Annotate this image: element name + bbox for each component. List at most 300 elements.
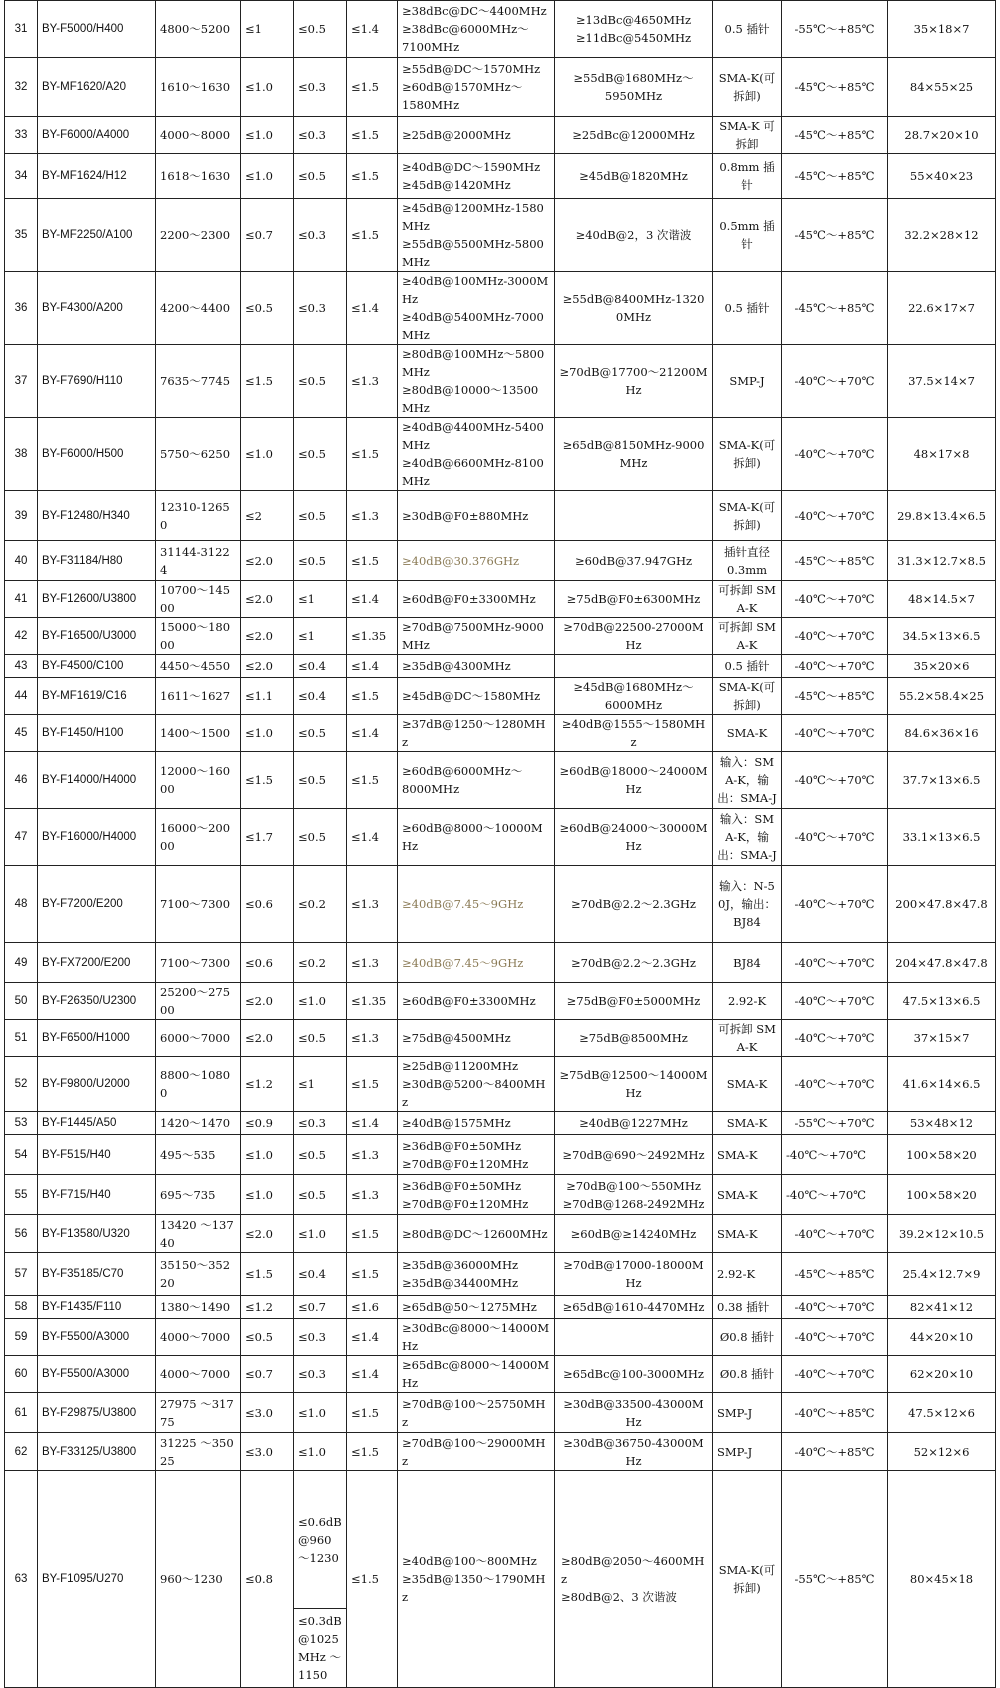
vswr-cell: ≤1.6 bbox=[347, 1296, 398, 1319]
rejection-low-cell bbox=[398, 1319, 555, 1356]
size-cell: 47.5×12×6 bbox=[888, 1393, 996, 1433]
vswr-cell: ≤1.3 bbox=[347, 866, 398, 943]
ripple-cell: ≤0.7 bbox=[294, 1296, 347, 1319]
temperature-cell: -55℃～+85℃ bbox=[782, 1, 888, 58]
vswr-cell: ≤1.3 bbox=[347, 345, 398, 418]
vswr-cell: ≤1.4 bbox=[347, 655, 398, 678]
rejection-line: ≥75dB@F0±5000MHz bbox=[566, 994, 701, 1008]
insertion-loss-cell: ≤1.0 bbox=[241, 1135, 294, 1175]
vswr-cell: ≤1.5 bbox=[347, 1433, 398, 1471]
connector-cell: BJ84 bbox=[713, 943, 782, 983]
connector-cell: 插针直径 0.3mm bbox=[713, 541, 782, 581]
model-cell: BY-F6000/A4000 bbox=[38, 117, 156, 154]
rejection-line: ≥40dB@30.376GHz bbox=[402, 553, 520, 568]
temperature-cell: -40℃～+70℃ bbox=[782, 1135, 888, 1175]
temperature-cell: -40℃～+70℃ bbox=[782, 752, 888, 809]
insertion-loss-cell: ≤1.1 bbox=[241, 678, 294, 715]
model-cell: BY-F1435/F110 bbox=[38, 1296, 156, 1319]
size-cell: 53×48×12 bbox=[888, 1112, 996, 1135]
model-cell: BY-F5500/A3000 bbox=[38, 1319, 156, 1356]
row-number: 61 bbox=[5, 1393, 38, 1433]
rejection-high-cell bbox=[555, 117, 713, 154]
row-number: 48 bbox=[5, 866, 38, 943]
table-row bbox=[5, 866, 996, 943]
frequency-cell: 31225 ～35025 bbox=[156, 1433, 241, 1471]
table-row bbox=[5, 618, 996, 655]
table-row bbox=[5, 1020, 996, 1057]
vswr-cell: ≤1.3 bbox=[347, 1175, 398, 1215]
model-cell: BY-F12480/H340 bbox=[38, 491, 156, 541]
rejection-line: ≥80dB@10000～13500MHz bbox=[402, 383, 539, 415]
size-cell: 37.5×14×7 bbox=[888, 345, 996, 418]
ripple-cell: ≤1 bbox=[294, 618, 347, 655]
table-body bbox=[5, 1, 996, 1688]
model-cell: BY-MF2250/A100 bbox=[38, 199, 156, 272]
rejection-low-cell bbox=[398, 1112, 555, 1135]
rejection-line: ≥40dB@7.45～9GHz bbox=[402, 897, 524, 911]
temperature-cell: -40℃～+70℃ bbox=[782, 809, 888, 866]
frequency-cell: 4000～8000 bbox=[156, 117, 241, 154]
frequency-cell: 31144-31224 bbox=[156, 541, 241, 581]
vswr-cell: ≤1.3 bbox=[347, 1020, 398, 1057]
rejection-low-cell bbox=[398, 491, 555, 541]
temperature-cell: -45℃～+85℃ bbox=[782, 117, 888, 154]
rejection-low-cell bbox=[398, 1215, 555, 1253]
model-cell: BY-F14000/H4000 bbox=[38, 752, 156, 809]
rejection-line: ≥65dB@8150MHz-9000MHz bbox=[562, 438, 705, 470]
connector-cell: 2.92-K bbox=[713, 983, 782, 1020]
table-row bbox=[5, 272, 996, 345]
rejection-line: ≥25dBc@12000MHz bbox=[572, 128, 695, 142]
row-number: 43 bbox=[5, 655, 38, 678]
rejection-low-cell bbox=[398, 866, 555, 943]
rejection-line: ≥60dB@37.947GHz bbox=[574, 553, 693, 568]
rejection-high-cell bbox=[555, 1433, 713, 1471]
table-row bbox=[5, 1215, 996, 1253]
vswr-cell: ≤1.5 bbox=[347, 58, 398, 117]
frequency-cell: 10700～14500 bbox=[156, 581, 241, 618]
rejection-high-cell bbox=[555, 1356, 713, 1393]
ripple-cell: ≤0.5 bbox=[294, 752, 347, 809]
rejection-line: ≥38dBc@DC～4400MHz bbox=[402, 4, 547, 18]
insertion-loss-cell: ≤1.2 bbox=[241, 1057, 294, 1112]
ripple-cell: ≤1 bbox=[294, 581, 347, 618]
rejection-line: ≥60dB@6000MHz～ bbox=[402, 764, 523, 778]
rejection-line: ≥35dB@4300MHz bbox=[402, 659, 511, 673]
temperature-cell: -40℃～+70℃ bbox=[782, 715, 888, 752]
temperature-cell: -40℃～+70℃ bbox=[782, 1175, 888, 1215]
table-row bbox=[5, 1112, 996, 1135]
ripple-cell: ≤0.5 bbox=[294, 715, 347, 752]
temperature-cell: -45℃～+85℃ bbox=[782, 154, 888, 199]
row-number: 40 bbox=[5, 541, 38, 581]
vswr-cell: ≤1.5 bbox=[347, 418, 398, 491]
ripple-cell: ≤0.5 bbox=[294, 491, 347, 541]
rejection-high-cell bbox=[555, 1393, 713, 1433]
connector-cell: SMA-K bbox=[713, 1112, 782, 1135]
insertion-loss-cell: ≤2.0 bbox=[241, 983, 294, 1020]
vswr-cell: ≤1.5 bbox=[347, 678, 398, 715]
size-cell: 28.7×20×10 bbox=[888, 117, 996, 154]
model-cell: BY-F13580/U320 bbox=[38, 1215, 156, 1253]
row-number: 38 bbox=[5, 418, 38, 491]
table-row bbox=[5, 1253, 996, 1296]
rejection-low-cell bbox=[398, 418, 555, 491]
rejection-line: ≥30dB@33500-43000MHz bbox=[563, 1396, 704, 1429]
size-cell: 62×20×10 bbox=[888, 1356, 996, 1393]
model-cell: BY-F16500/U3000 bbox=[38, 618, 156, 655]
insertion-loss-cell: ≤2 bbox=[241, 491, 294, 541]
frequency-cell: 12310-12650 bbox=[156, 491, 241, 541]
rejection-low-cell bbox=[398, 1253, 555, 1296]
rejection-line: ≥36dB@F0±50MHz bbox=[402, 1138, 522, 1153]
rejection-line: ≥40dB@100MHz-3000MHz bbox=[402, 274, 549, 306]
rejection-high-cell bbox=[555, 1253, 713, 1296]
rejection-line: ≥70dB@F0±120MHz bbox=[402, 1196, 529, 1211]
ripple-cell: ≤0.2 bbox=[294, 943, 347, 983]
row-number: 62 bbox=[5, 1433, 38, 1471]
rejection-line: ≥70dB@2.2～2.3GHz bbox=[571, 897, 696, 911]
row-number: 50 bbox=[5, 983, 38, 1020]
rejection-low-cell bbox=[398, 983, 555, 1020]
connector-cell: Ø0.8 插针 bbox=[713, 1356, 782, 1393]
table-row bbox=[5, 491, 996, 541]
rejection-line: ≥70dB@100～29000MHz bbox=[402, 1435, 546, 1468]
vswr-cell: ≤1.5 bbox=[347, 1471, 398, 1688]
rejection-line: ≥35dB@1350～1790MHz bbox=[402, 1572, 546, 1604]
connector-cell: 输入：SMA-K，输出：SMA-J bbox=[713, 752, 782, 809]
rejection-line: ≥70dB@22500-27000MHz bbox=[563, 620, 704, 652]
size-cell: 100×58×20 bbox=[888, 1135, 996, 1175]
connector-cell: 0.5 插针 bbox=[713, 272, 782, 345]
frequency-cell: 2200～2300 bbox=[156, 199, 241, 272]
rejection-high-cell bbox=[555, 581, 713, 618]
rejection-high-cell bbox=[555, 154, 713, 199]
connector-cell: 输入：SMA-K，输出：SMA-J bbox=[713, 809, 782, 866]
insertion-loss-cell: ≤1.0 bbox=[241, 1175, 294, 1215]
vswr-cell: ≤1.4 bbox=[347, 809, 398, 866]
row-number: 41 bbox=[5, 581, 38, 618]
size-cell: 52×12×6 bbox=[888, 1433, 996, 1471]
vswr-cell: ≤1.5 bbox=[347, 117, 398, 154]
rejection-line: ≥35dB@34400MHz bbox=[402, 1276, 519, 1290]
rejection-line: ≥40dB@100～800MHz bbox=[402, 1554, 537, 1568]
rejection-line: 8000MHz bbox=[402, 782, 460, 796]
connector-cell: SMP-J bbox=[713, 345, 782, 418]
frequency-cell: 7100～7300 bbox=[156, 943, 241, 983]
rejection-line: ≥45dB@1200MHz-1580MHz bbox=[402, 201, 544, 233]
rejection-low-cell bbox=[398, 345, 555, 418]
rejection-line: ≥30dB@36750-43000MHz bbox=[563, 1435, 704, 1468]
rejection-high-cell bbox=[555, 1020, 713, 1057]
rejection-high-cell bbox=[555, 418, 713, 491]
row-number: 57 bbox=[5, 1253, 38, 1296]
insertion-loss-cell: ≤2.0 bbox=[241, 541, 294, 581]
vswr-cell: ≤1.3 bbox=[347, 1135, 398, 1175]
rejection-line: ≥55dB@5500MHz-5800MHz bbox=[402, 237, 544, 269]
size-cell: 48×14.5×7 bbox=[888, 581, 996, 618]
table-row bbox=[5, 199, 996, 272]
rejection-line: ≥55dB@8400MHz-13200MHz bbox=[562, 292, 705, 324]
insertion-loss-cell: ≤1.5 bbox=[241, 345, 294, 418]
frequency-cell: 4800～5200 bbox=[156, 1, 241, 58]
size-cell: 29.8×13.4×6.5 bbox=[888, 491, 996, 541]
row-number: 53 bbox=[5, 1112, 38, 1135]
temperature-cell: -40℃～+70℃ bbox=[782, 1319, 888, 1356]
ripple-cell: ≤0.5 bbox=[294, 1, 347, 58]
ripple-cell-a: ≤0.6dB@960～1230 bbox=[294, 1471, 347, 1609]
rejection-low-cell bbox=[398, 1471, 555, 1688]
size-cell: 34.5×13×6.5 bbox=[888, 618, 996, 655]
ripple-cell: ≤0.3 bbox=[294, 117, 347, 154]
frequency-cell: 4450～4550 bbox=[156, 655, 241, 678]
rejection-high-cell bbox=[555, 1057, 713, 1112]
size-cell: 35×20×6 bbox=[888, 655, 996, 678]
rejection-line: ≥60dB@8000～10000MHz bbox=[402, 821, 543, 853]
vswr-cell: ≤1.4 bbox=[347, 1, 398, 58]
insertion-loss-cell: ≤1.0 bbox=[241, 154, 294, 199]
connector-cell: SMA-K(可拆卸) bbox=[713, 418, 782, 491]
connector-cell: SMA-K bbox=[713, 1135, 782, 1175]
model-cell: BY-F5000/H400 bbox=[38, 1, 156, 58]
model-cell: BY-F7690/H110 bbox=[38, 345, 156, 418]
row-number: 52 bbox=[5, 1057, 38, 1112]
ripple-cell: ≤0.5 bbox=[294, 1135, 347, 1175]
connector-cell: 0.38 插针 bbox=[713, 1296, 782, 1319]
table-row bbox=[5, 943, 996, 983]
rejection-high-cell bbox=[555, 1471, 713, 1688]
frequency-cell: 6000～7000 bbox=[156, 1020, 241, 1057]
row-number: 32 bbox=[5, 58, 38, 117]
table-row bbox=[5, 752, 996, 809]
model-cell: BY-F33125/U3800 bbox=[38, 1433, 156, 1471]
temperature-cell: -40℃～+70℃ bbox=[782, 1356, 888, 1393]
vswr-cell: ≤1.5 bbox=[347, 541, 398, 581]
insertion-loss-cell: ≤1.7 bbox=[241, 809, 294, 866]
temperature-cell: -40℃～+70℃ bbox=[782, 1057, 888, 1112]
ripple-cell: ≤1 bbox=[294, 1057, 347, 1112]
frequency-cell: 960～1230 bbox=[156, 1471, 241, 1688]
row-number: 60 bbox=[5, 1356, 38, 1393]
temperature-cell: -40℃～+70℃ bbox=[782, 491, 888, 541]
size-cell: 100×58×20 bbox=[888, 1175, 996, 1215]
rejection-low-cell bbox=[398, 1296, 555, 1319]
row-number: 36 bbox=[5, 272, 38, 345]
rejection-line: ≥60dB@F0±3300MHz bbox=[402, 994, 536, 1008]
ripple-cell: ≤0.3 bbox=[294, 1356, 347, 1393]
rejection-high-cell bbox=[555, 1135, 713, 1175]
model-cell: BY-F715/H40 bbox=[38, 1175, 156, 1215]
temperature-cell: -55℃～+85℃ bbox=[782, 1471, 888, 1688]
rejection-line: ≥65dBc@100-3000MHz bbox=[563, 1367, 704, 1381]
ripple-cell: ≤0.5 bbox=[294, 541, 347, 581]
connector-cell: 2.92-K bbox=[713, 1253, 782, 1296]
rejection-low-cell bbox=[398, 272, 555, 345]
rejection-line: ≥75dB@12500～14000MHz bbox=[559, 1068, 708, 1100]
rejection-line: ≥11dBc@5450MHz bbox=[575, 31, 692, 45]
rejection-high-cell bbox=[555, 809, 713, 866]
connector-cell: 0.5 插针 bbox=[713, 655, 782, 678]
table-row bbox=[5, 1057, 996, 1112]
connector-cell: SMP-J bbox=[713, 1393, 782, 1433]
temperature-cell: -40℃～+70℃ bbox=[782, 1296, 888, 1319]
vswr-cell: ≤1.4 bbox=[347, 1356, 398, 1393]
ripple-cell: ≤0.3 bbox=[294, 199, 347, 272]
connector-cell: SMA-K bbox=[713, 1175, 782, 1215]
size-cell: 39.2×12×10.5 bbox=[888, 1215, 996, 1253]
size-cell: 84.6×36×16 bbox=[888, 715, 996, 752]
rejection-low-cell bbox=[398, 1020, 555, 1057]
connector-cell: SMA-K(可拆卸) bbox=[713, 491, 782, 541]
frequency-cell: 25200～27500 bbox=[156, 983, 241, 1020]
rejection-high-cell bbox=[555, 943, 713, 983]
size-cell: 44×20×10 bbox=[888, 1319, 996, 1356]
rejection-line: ≥70dB@100～550MHz bbox=[566, 1178, 701, 1193]
rejection-high-cell bbox=[555, 345, 713, 418]
size-cell: 84×55×25 bbox=[888, 58, 996, 117]
connector-cell: SMA-K bbox=[713, 715, 782, 752]
rejection-low-cell bbox=[398, 809, 555, 866]
rejection-line: ≥80dB@2、3 次谐波 bbox=[561, 1590, 677, 1604]
connector-cell: 输入：N-50J，输出：BJ84 bbox=[713, 866, 782, 943]
model-cell: BY-F31184/H80 bbox=[38, 541, 156, 581]
ripple-cell: ≤0.4 bbox=[294, 655, 347, 678]
vswr-cell: ≤1.4 bbox=[347, 581, 398, 618]
frequency-cell: 1610～1630 bbox=[156, 58, 241, 117]
frequency-cell: 1400～1500 bbox=[156, 715, 241, 752]
size-cell: 200×47.8×47.8 bbox=[888, 866, 996, 943]
rejection-line: ≥70dB@17000-18000MHz bbox=[563, 1258, 704, 1290]
vswr-cell: ≤1.5 bbox=[347, 1253, 398, 1296]
size-cell: 48×17×8 bbox=[888, 418, 996, 491]
table-row bbox=[5, 1471, 996, 1609]
row-number: 56 bbox=[5, 1215, 38, 1253]
row-number: 31 bbox=[5, 1, 38, 58]
model-cell: BY-F1450/H100 bbox=[38, 715, 156, 752]
rejection-line: ≥40dB@5400MHz-7000MHz bbox=[402, 310, 544, 342]
connector-cell: SMA-K bbox=[713, 1215, 782, 1253]
model-cell: BY-F29875/U3800 bbox=[38, 1393, 156, 1433]
connector-cell: Ø0.8 插针 bbox=[713, 1319, 782, 1356]
insertion-loss-cell: ≤0.5 bbox=[241, 272, 294, 345]
frequency-cell: 7100～7300 bbox=[156, 866, 241, 943]
filter-spec-table bbox=[4, 0, 996, 1688]
row-number: 34 bbox=[5, 154, 38, 199]
model-cell: BY-F515/H40 bbox=[38, 1135, 156, 1175]
insertion-loss-cell: ≤0.6 bbox=[241, 943, 294, 983]
rejection-low-cell bbox=[398, 199, 555, 272]
frequency-cell: 1380～1490 bbox=[156, 1296, 241, 1319]
rejection-high-cell bbox=[555, 1112, 713, 1135]
table-row bbox=[5, 418, 996, 491]
vswr-cell: ≤1.4 bbox=[347, 272, 398, 345]
rejection-high-cell bbox=[555, 678, 713, 715]
ripple-cell: ≤0.3 bbox=[294, 58, 347, 117]
rejection-low-cell bbox=[398, 1135, 555, 1175]
row-number: 37 bbox=[5, 345, 38, 418]
table-row bbox=[5, 345, 996, 418]
rejection-line: ≥25dB@11200MHz bbox=[402, 1059, 519, 1073]
size-cell: 204×47.8×47.8 bbox=[888, 943, 996, 983]
temperature-cell: -40℃～+70℃ bbox=[782, 1020, 888, 1057]
rejection-line: ≥70dB@1268-2492MHz bbox=[562, 1196, 705, 1211]
insertion-loss-cell: ≤0.7 bbox=[241, 1356, 294, 1393]
insertion-loss-cell: ≤1.0 bbox=[241, 715, 294, 752]
frequency-cell: 1420～1470 bbox=[156, 1112, 241, 1135]
insertion-loss-cell: ≤2.0 bbox=[241, 1215, 294, 1253]
table-row bbox=[5, 1393, 996, 1433]
rejection-high-cell bbox=[555, 1, 713, 58]
connector-cell: SMP-J bbox=[713, 1433, 782, 1471]
row-number: 63 bbox=[5, 1471, 38, 1688]
temperature-cell: -45℃～+85℃ bbox=[782, 1253, 888, 1296]
ripple-cell: ≤1.0 bbox=[294, 1433, 347, 1471]
size-cell: 47.5×13×6.5 bbox=[888, 983, 996, 1020]
size-cell: 31.3×12.7×8.5 bbox=[888, 541, 996, 581]
insertion-loss-cell: ≤2.0 bbox=[241, 655, 294, 678]
connector-cell: 0.8mm 插针 bbox=[713, 154, 782, 199]
table-row bbox=[5, 1356, 996, 1393]
size-cell: 41.6×14×6.5 bbox=[888, 1057, 996, 1112]
rejection-line: ≥45dB@1680MHz～ bbox=[573, 680, 694, 694]
rejection-line: ≥40dB@1555～1580MHz bbox=[561, 717, 706, 749]
connector-cell: SMA-K(可拆卸) bbox=[713, 678, 782, 715]
frequency-cell: 8800～10800 bbox=[156, 1057, 241, 1112]
connector-cell: 0.5mm 插针 bbox=[713, 199, 782, 272]
frequency-cell: 12000～16000 bbox=[156, 752, 241, 809]
table-row bbox=[5, 983, 996, 1020]
ripple-cell: ≤0.5 bbox=[294, 154, 347, 199]
rejection-line: ≥60dB@1570MHz～ bbox=[402, 80, 523, 94]
frequency-cell: 495～535 bbox=[156, 1135, 241, 1175]
rejection-low-cell bbox=[398, 58, 555, 117]
vswr-cell: ≤1.4 bbox=[347, 1112, 398, 1135]
row-number: 59 bbox=[5, 1319, 38, 1356]
rejection-line: ≥70dB@690～2492MHz bbox=[562, 1147, 705, 1162]
vswr-cell: ≤1.5 bbox=[347, 752, 398, 809]
rejection-line: ≥60dB@18000～24000MHz bbox=[559, 764, 708, 796]
rejection-line: ≥40dB@6600MHz-8100MHz bbox=[402, 456, 544, 488]
rejection-line: ≥80dB@DC～12600MHz bbox=[402, 1226, 548, 1241]
rejection-line: ≥60dB@≥14240MHz bbox=[570, 1226, 697, 1241]
table-row bbox=[5, 1175, 996, 1215]
rejection-high-cell bbox=[555, 1319, 713, 1356]
table-row bbox=[5, 1319, 996, 1356]
temperature-cell: -40℃～+70℃ bbox=[782, 943, 888, 983]
model-cell: BY-F1445/A50 bbox=[38, 1112, 156, 1135]
vswr-cell: ≤1.35 bbox=[347, 618, 398, 655]
temperature-cell: -40℃～+85℃ bbox=[782, 1433, 888, 1471]
size-cell: 37×15×7 bbox=[888, 1020, 996, 1057]
temperature-cell: -45℃～+85℃ bbox=[782, 199, 888, 272]
size-cell: 55.2×58.4×25 bbox=[888, 678, 996, 715]
rejection-high-cell bbox=[555, 491, 713, 541]
row-number: 44 bbox=[5, 678, 38, 715]
rejection-low-cell bbox=[398, 117, 555, 154]
row-number: 46 bbox=[5, 752, 38, 809]
model-cell: BY-F7200/E200 bbox=[38, 866, 156, 943]
vswr-cell: ≤1.5 bbox=[347, 1215, 398, 1253]
frequency-cell: 4000～7000 bbox=[156, 1319, 241, 1356]
rejection-line: ≥13dBc@4650MHz bbox=[575, 13, 692, 27]
rejection-low-cell bbox=[398, 1057, 555, 1112]
temperature-cell: -40℃～+70℃ bbox=[782, 581, 888, 618]
insertion-loss-cell: ≤1 bbox=[241, 1, 294, 58]
rejection-high-cell bbox=[555, 1215, 713, 1253]
table-row bbox=[5, 581, 996, 618]
insertion-loss-cell: ≤1.5 bbox=[241, 1253, 294, 1296]
rejection-low-cell bbox=[398, 715, 555, 752]
